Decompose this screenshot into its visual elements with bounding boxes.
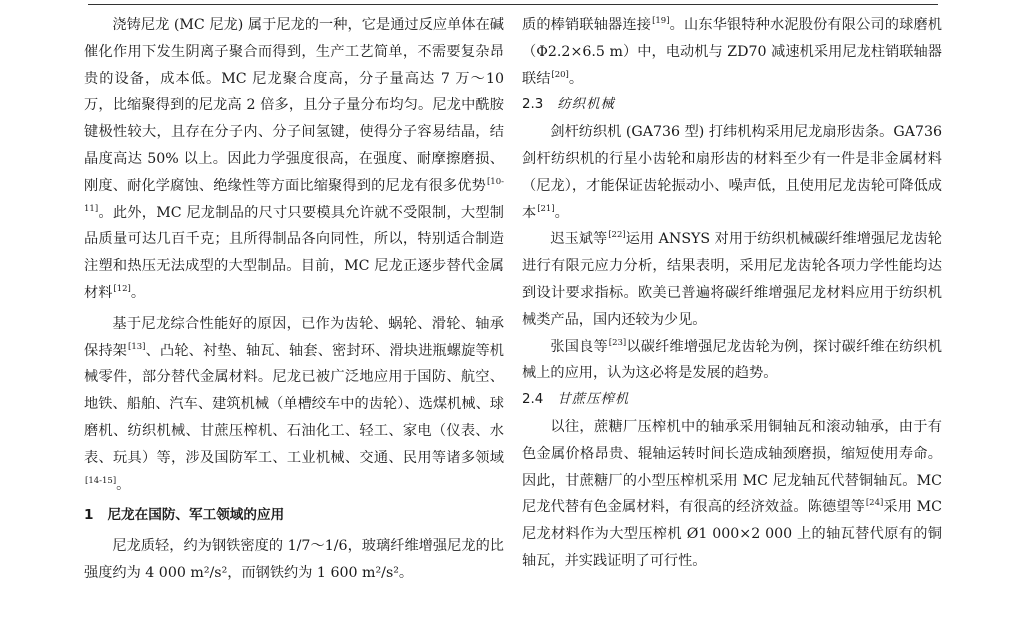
paragraph-text: 运用 ANSYS 对用于纺织机械碳纤维增强尼龙齿轮进行有限元应力分析，结果表明，采用尼龙齿轮各项力学性能均达到设计要求指标。欧美已普遍将碳纤维增强尼龙材料应用于纺织机械类产品，国内还较为少见。 bbox=[522, 231, 942, 328]
subsection-number: 2.4 bbox=[522, 392, 544, 408]
citation: [13] bbox=[128, 341, 146, 352]
section-number: 1 bbox=[84, 507, 94, 524]
top-rule bbox=[88, 4, 938, 5]
paragraph-text: 。此外，MC 尼龙制品的尺寸只要模具允许就不受限制，大型制品质量可达几百千克；且所得制品各向同性，所以，特别适合制造注塑和热压无法成型的大型制品。目前，MC 尼龙正逐步替代金属材料 bbox=[84, 204, 504, 301]
citation: [22] bbox=[608, 230, 626, 241]
paragraph-text: 剑杆纺织机 (GA736 型) 打纬机构采用尼龙扇形齿条。GA736 剑杆纺织机的行星小齿轮和扇形齿的材料至少有一件是非金属材料（尼龙），才能保证齿轮振动小、噪声低，且使用尼龙齿轮可降低成本 bbox=[522, 124, 942, 221]
paragraph-mc-nylon-intro bbox=[84, 12, 504, 307]
punctuation: 。 bbox=[568, 70, 584, 87]
section-title: 尼龙在国防、军工领域的应用 bbox=[107, 507, 285, 524]
paragraph-text: 尼龙质轻，约为钢铁密度的 1/7～1/6，玻璃纤维增强尼龙的比强度约为 4 000 m²/s²，而钢铁约为 1 600 m²/s²。 bbox=[84, 538, 504, 581]
paragraph-text: 以往，蔗糖厂压榨机中的轴承采用铜轴瓦和滚动轴承，由于有色金属价格昂贵、辊轴运转时间长造成轴颈磨损，缩短使用寿命。因此，甘蔗糖厂的小型压榨机采用 MC 尼龙轴瓦代替铜轴瓦。MC 尼龙代替有色金属材料，有很高的经济效益。陈德望等 bbox=[522, 418, 942, 516]
paragraph-text: 质的棒销联轴器连接 bbox=[522, 17, 652, 33]
paragraph-text: 浇铸尼龙 (MC 尼龙) 属于尼龙的一种，它是通过反应单体在碱催化作用下发生阴离子聚合而得到，生产工艺简单，不需要复杂昂贵的设备，成本低。MC 尼龙聚合度高，分子量高达 7 万～10 万，比缩聚得到的尼龙高 2 倍多，且分子量分布均匀。尼龙中酰胺键极性较大，且存在分子内、分子间氢键，使得分子容易结晶，结晶度高达 50% 以上。因此力学强度很高，在强度、耐摩擦磨损、刚度、耐化学腐蚀、绝缘性等方面比缩聚得到的尼龙有很多优势 bbox=[84, 17, 504, 194]
paragraph-coupling-continued bbox=[522, 12, 942, 92]
paragraph-defense bbox=[84, 533, 504, 587]
citation: [21] bbox=[537, 203, 555, 214]
citation: [20] bbox=[551, 69, 569, 80]
citation: [10-11] bbox=[84, 176, 504, 214]
paragraph-text: 采用 MC 尼龙材料作为大型压榨机 Ø1 000×2 000 上的轴瓦替代原有的铜轴瓦，并实践证明了可行性。 bbox=[522, 499, 942, 569]
paragraph-applications bbox=[84, 311, 504, 499]
subsection-title: 甘蔗压榨机 bbox=[557, 392, 630, 408]
punctuation: 。 bbox=[130, 284, 146, 301]
paragraph-text: 基于尼龙综合性能好的原因，已作为齿轮、蜗轮、滑轮、轴承保持架 bbox=[84, 315, 504, 359]
subsection-number: 2.3 bbox=[522, 97, 544, 113]
citation: [12] bbox=[113, 283, 131, 294]
right-column bbox=[522, 12, 942, 575]
subsection-title: 纺织机械 bbox=[557, 97, 615, 113]
subsection-heading-2-4 bbox=[522, 387, 942, 414]
subsection-heading-2-3 bbox=[522, 92, 942, 119]
paragraph-text: 张国良等 bbox=[550, 338, 608, 355]
paragraph-sugarcane-press bbox=[522, 414, 942, 575]
paragraph-carbon-fiber-trend bbox=[522, 334, 942, 388]
punctuation: 。 bbox=[554, 204, 569, 221]
citation: [14-15] bbox=[85, 475, 117, 486]
citation: [24] bbox=[865, 498, 884, 509]
citation: [19] bbox=[652, 16, 670, 26]
paragraph-text: 迟玉斌等 bbox=[550, 231, 608, 248]
paragraph-text: 以碳纤维增强尼龙齿轮为例，探讨碳纤维在纺织机械上的应用，认为这必将是发展的趋势。 bbox=[522, 338, 942, 382]
paragraph-text: 。山东华银特种水泥股份有限公司的球磨机（Φ2.2×6.5 m）中，电动机与 ZD70 减速机采用尼龙柱销联轴器联结 bbox=[522, 17, 942, 87]
paragraph-ansys-analysis bbox=[522, 226, 942, 333]
left-column bbox=[84, 12, 504, 587]
paragraph-text: 、凸轮、衬垫、轴瓦、轴套、密封环、滑块进瓶螺旋等机械零件，部分替代金属材料。尼龙已被广泛地应用于国防、航空、地铁、船舶、汽车、建筑机械（单槽绞车中的齿轮）、选煤机械、球磨机、纺织机械、甘蔗压榨机、石油化工、轻工、家电（仪表、水表、玩具）等，涉及国防军工、工业机械、交通、民用等诸多领域 bbox=[84, 342, 504, 466]
citation: [23] bbox=[608, 337, 627, 348]
punctuation: 。 bbox=[116, 476, 131, 493]
paragraph-rapier-loom bbox=[522, 119, 942, 226]
section-heading-1 bbox=[84, 502, 504, 529]
